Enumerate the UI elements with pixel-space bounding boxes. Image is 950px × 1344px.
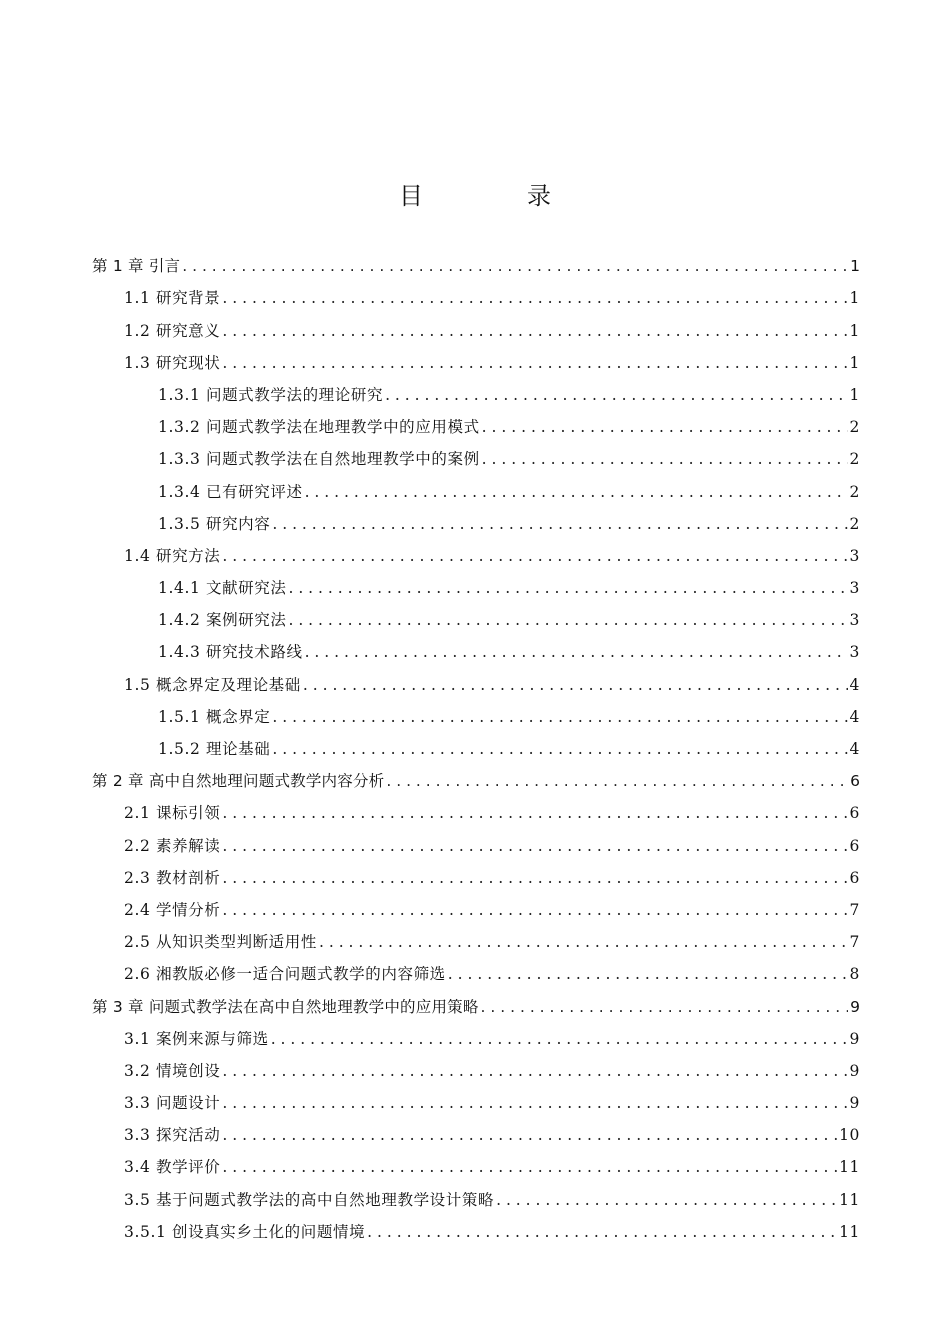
toc-entry-title: 3.4 教学评价 xyxy=(124,1158,221,1177)
toc-entry[interactable] xyxy=(92,1113,860,1145)
toc-entry-page-number: 10 xyxy=(839,1126,860,1145)
dot-leader xyxy=(481,997,849,1017)
toc-entry-page-number: 1 xyxy=(849,289,860,308)
toc-entry-page-number: 1 xyxy=(850,257,860,276)
toc-entry[interactable] xyxy=(92,952,860,984)
toc-entry-page-number: 3 xyxy=(849,611,860,630)
toc-entry-page-number: 3 xyxy=(849,643,860,662)
dot-leader xyxy=(288,610,847,630)
toc-entry-page-number: 4 xyxy=(849,740,860,758)
toc-entry-title: 3.3 问题设计 xyxy=(124,1094,221,1113)
toc-entry[interactable] xyxy=(92,856,860,888)
dot-leader xyxy=(305,642,848,662)
toc-entry-page-number: 7 xyxy=(849,900,860,919)
toc-entry[interactable] xyxy=(92,984,860,1016)
toc-entry-page-number: 9 xyxy=(850,997,860,1016)
toc-entry-page-number: 4 xyxy=(849,675,860,694)
toc-entry[interactable] xyxy=(92,598,860,630)
dot-leader xyxy=(222,1157,837,1177)
dot-leader xyxy=(288,578,847,598)
dot-leader xyxy=(448,964,848,984)
toc-entry-page-number: 11 xyxy=(839,1222,860,1241)
toc-entry-title: 1.4 研究方法 xyxy=(124,546,221,565)
dot-leader xyxy=(222,321,847,341)
toc-entry-title: 1.5 概念界定及理论基础 xyxy=(124,675,301,694)
dot-leader xyxy=(482,417,848,437)
toc-entry[interactable] xyxy=(92,469,860,501)
toc-entry[interactable] xyxy=(92,662,860,694)
toc-entry-title: 1.4.1 文献研究法 xyxy=(158,579,287,598)
dot-leader xyxy=(222,803,847,823)
dot-leader xyxy=(482,449,848,469)
dot-leader xyxy=(385,385,847,405)
toc-entry-title: 1.3 研究现状 xyxy=(124,353,221,372)
toc-entry-title: 1.3.1 问题式教学法的理论研究 xyxy=(158,385,384,404)
toc-entry-page-number: 1 xyxy=(849,321,860,340)
dot-leader xyxy=(303,675,848,695)
toc-entry[interactable] xyxy=(92,695,860,727)
toc-entry-page-number: 6 xyxy=(849,804,860,823)
toc-entry-title: 3.1 案例来源与筛选 xyxy=(124,1029,269,1048)
toc-entry-page-number: 1 xyxy=(849,385,860,404)
toc-entry-title: 第 1 章 引言 xyxy=(92,257,181,276)
toc-entry-title: 2.2 素养解读 xyxy=(124,836,221,855)
toc-entry-title: 1.3.5 研究内容 xyxy=(158,514,271,533)
toc-entry[interactable] xyxy=(92,1049,860,1081)
toc-entry-title: 2.1 课标引领 xyxy=(124,804,221,823)
toc-entry-page-number: 4 xyxy=(849,707,860,726)
toc-entry[interactable] xyxy=(92,823,860,855)
toc-entry-title: 1.3.2 问题式教学法在地理教学中的应用模式 xyxy=(158,418,480,437)
toc-entry[interactable] xyxy=(92,566,860,598)
toc-entry-title: 2.6 湘教版必修一适合问题式教学的内容筛选 xyxy=(124,965,446,984)
toc-entry-page-number: 9 xyxy=(849,1029,860,1048)
dot-leader xyxy=(272,514,847,534)
toc-entry-title: 1.5.2 理论基础 xyxy=(158,740,271,758)
toc-entry-page-number: 7 xyxy=(849,933,860,952)
toc-entry-title: 1.4.2 案例研究法 xyxy=(158,611,287,630)
toc-entry-title: 1.2 研究意义 xyxy=(124,321,221,340)
dot-leader xyxy=(222,868,847,888)
toc-entry-page-number: 6 xyxy=(849,836,860,855)
dot-leader xyxy=(222,353,847,373)
toc-entry-page-number: 8 xyxy=(849,965,860,984)
toc-entry-title: 1.3.3 问题式教学法在自然地理教学中的案例 xyxy=(158,450,480,469)
toc-entry[interactable] xyxy=(92,502,860,534)
dot-leader xyxy=(319,932,848,952)
toc-entry-title: 3.5 基于问题式教学法的高中自然地理教学设计策略 xyxy=(124,1190,495,1209)
toc-entry[interactable] xyxy=(92,1210,860,1242)
toc-entry[interactable] xyxy=(92,727,860,759)
toc-entry[interactable] xyxy=(92,791,860,823)
toc-entry-title: 1.5.1 概念界定 xyxy=(158,707,271,726)
dot-leader xyxy=(272,739,847,759)
toc-entry[interactable] xyxy=(92,1145,860,1177)
toc-entry[interactable] xyxy=(92,276,860,308)
toc-entry-title: 1.1 研究背景 xyxy=(124,289,221,308)
dot-leader xyxy=(182,256,848,276)
dot-leader xyxy=(222,1125,837,1145)
toc-entry[interactable] xyxy=(92,888,860,920)
toc-entry-page-number: 6 xyxy=(849,868,860,887)
toc-entry[interactable] xyxy=(92,373,860,405)
toc-entry-title: 3.5.1 创设真实乡土化的问题情境 xyxy=(124,1222,366,1241)
toc-entry-page-number: 2 xyxy=(849,482,860,501)
toc-entry-title: 2.5 从知识类型判断适用性 xyxy=(124,933,317,952)
toc-entry-title: 第 3 章 问题式教学法在高中自然地理教学中的应用策略 xyxy=(92,997,479,1016)
dot-leader xyxy=(367,1222,837,1242)
toc-entry[interactable] xyxy=(92,1081,860,1113)
toc-entry-page-number: 11 xyxy=(839,1158,860,1177)
toc-title: 目 录 xyxy=(399,182,591,210)
dot-leader xyxy=(272,707,847,727)
toc-entry-page-number: 6 xyxy=(850,772,860,791)
dot-leader xyxy=(222,836,847,856)
toc-entry[interactable] xyxy=(92,920,860,952)
dot-leader xyxy=(222,546,847,566)
toc-entry[interactable] xyxy=(92,759,860,791)
dot-leader xyxy=(222,288,847,308)
toc-entry-title: 1.4.3 研究技术路线 xyxy=(158,643,303,662)
dot-leader xyxy=(496,1190,837,1210)
dot-leader xyxy=(222,900,847,920)
toc-entry-page-number: 11 xyxy=(839,1190,860,1209)
toc-entry-page-number: 1 xyxy=(849,353,860,372)
toc-entry-title: 第 2 章 高中自然地理问题式教学内容分析 xyxy=(92,772,385,791)
toc-entry-page-number: 2 xyxy=(849,418,860,437)
toc-entry-page-number: 2 xyxy=(849,450,860,469)
dot-leader xyxy=(271,1029,848,1049)
toc-entry[interactable] xyxy=(92,308,860,340)
toc-entry[interactable] xyxy=(92,1177,860,1209)
toc-entry-page-number: 3 xyxy=(849,546,860,565)
toc-entry-title: 2.4 学情分析 xyxy=(124,900,221,919)
toc-entry-page-number: 2 xyxy=(849,514,860,533)
toc-entry-title: 2.3 教材剖析 xyxy=(124,868,221,887)
toc-entry-page-number: 3 xyxy=(849,579,860,598)
toc-entry-title: 3.2 情境创设 xyxy=(124,1061,221,1080)
table-of-contents xyxy=(92,244,860,1242)
toc-entry[interactable] xyxy=(92,630,860,662)
toc-entry[interactable] xyxy=(92,437,860,469)
toc-entry[interactable] xyxy=(92,534,860,566)
toc-entry[interactable] xyxy=(92,341,860,373)
dot-leader xyxy=(222,1093,847,1113)
toc-entry-title: 1.3.4 已有研究评述 xyxy=(158,482,303,501)
toc-entry-title: 3.3 探究活动 xyxy=(124,1126,221,1145)
dot-leader xyxy=(386,771,848,791)
toc-entry[interactable] xyxy=(92,405,860,437)
dot-leader xyxy=(222,1061,847,1081)
dot-leader xyxy=(305,482,848,502)
toc-entry[interactable] xyxy=(92,1017,860,1049)
toc-entry-page-number: 9 xyxy=(849,1061,860,1080)
toc-entry[interactable] xyxy=(92,244,860,276)
toc-entry-page-number: 9 xyxy=(849,1094,860,1113)
